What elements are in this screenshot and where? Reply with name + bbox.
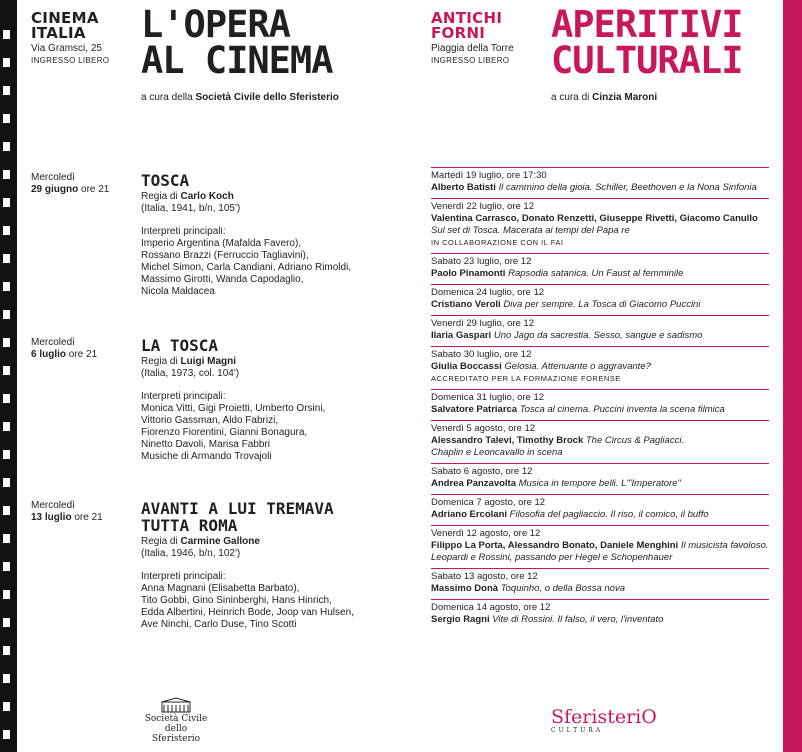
- talk-speaker: Alessandro Talevi, Timothy Brock: [431, 435, 584, 446]
- talk-entry: [431, 315, 769, 346]
- talk-entry: [431, 525, 769, 568]
- cast-line: Imperio Argentina (Mafalda Favero),: [141, 238, 302, 249]
- film-hole: [3, 58, 10, 67]
- talk-speaker: Alberto Batisti: [431, 182, 496, 193]
- talk-speaker: Massimo Donà: [431, 583, 499, 594]
- film-hole: [3, 366, 10, 375]
- cast-line: Musiche di Armando Trovajoli: [141, 451, 272, 462]
- curator-line-left: a cura della Società Civile dello Sferisterio: [141, 92, 339, 103]
- film-hole: [3, 86, 10, 95]
- talks-list: [431, 167, 769, 630]
- talk-line: [431, 509, 769, 521]
- talk-speaker: Andrea Panzavolta: [431, 478, 516, 489]
- talk-date: Domenica 31 luglio, ore 12: [431, 392, 545, 403]
- talk-date: Sabato 30 luglio, ore 12: [431, 349, 532, 360]
- talk-date: Venerdì 22 luglio, ore 12: [431, 201, 534, 212]
- venue-address: Via Gramsci, 25: [31, 43, 102, 54]
- film-info: (Italia, 1973, col. 104'): [141, 368, 240, 379]
- talk-title: Gelosia. Attenuante o aggravante?: [504, 361, 651, 372]
- talk-date: Sabato 6 agosto, ore 12: [431, 466, 533, 477]
- talk-entry: [431, 463, 769, 494]
- film-hole: [3, 282, 10, 291]
- talk-date: Venerdì 12 agosto, ore 12: [431, 528, 541, 539]
- talk-entry: [431, 198, 769, 253]
- curator-line-right: a cura di Cinzia Maroni: [551, 92, 658, 103]
- talk-speaker: Sergio Ragni: [431, 614, 490, 625]
- talk-title: Tosca al cinema. Puccini inventa la scena filmica: [519, 404, 725, 415]
- director-line: Regia di Carmine Gallone: [141, 536, 260, 547]
- talk-line: [431, 614, 769, 626]
- talk-speaker: Paolo Pinamonti: [431, 268, 506, 279]
- cast-line: Vittorio Gassman, Aldo Fabrizi,: [141, 415, 279, 426]
- talk-speaker: Adriano Ercolani: [431, 509, 508, 520]
- cast-line: Ninetto Davoli, Marisa Fabbri: [141, 439, 270, 450]
- film-info: (Italia, 1941, b/n, 105'): [141, 203, 241, 214]
- talk-date: Sabato 23 luglio, ore 12: [431, 256, 532, 267]
- film-detail: [141, 172, 381, 298]
- film-title: AVANTI A LUI TREMAVA TUTTA ROMA: [141, 499, 334, 535]
- talk-title: Rapsodia satanica. Un Faust al femminile: [508, 268, 684, 279]
- screening-date: Mercoledì 29 giugno ore 21: [31, 172, 110, 195]
- film-hole: [3, 394, 10, 403]
- talk-entry: [431, 389, 769, 420]
- cast-line: Anna Magnani (Elisabetta Barbato),: [141, 583, 300, 594]
- director-line: Regia di Luigi Magni: [141, 356, 237, 367]
- film-hole: [3, 310, 10, 319]
- cast-line: Rossano Brazzi (Ferruccio Tagliavini),: [141, 250, 309, 261]
- venue-cinema-italia: [31, 11, 109, 67]
- talk-entry: [431, 167, 769, 198]
- talk-speaker: Salvatore Patriarca: [431, 404, 518, 415]
- cast-line: Nicola Maldacea: [141, 286, 215, 297]
- talk-speaker: Cristiano Veroli: [431, 299, 501, 310]
- talk-entry: [431, 494, 769, 525]
- venue-name: CINEMA ITALIA: [31, 9, 99, 42]
- talk-title: Il cammino della gioia. Schiller, Beethoven e la Nona Sinfonia: [498, 182, 757, 193]
- talk-line: [431, 361, 769, 373]
- talk-date: Venerdì 29 luglio, ore 12: [431, 318, 534, 329]
- film-hole: [3, 674, 10, 683]
- talk-title-cont: Chaplin e Leoncavallo in scena: [431, 447, 563, 458]
- talk-note: IN COLLABORAZIONE CON IL FAI: [431, 238, 564, 247]
- film-title: TOSCA: [141, 171, 190, 190]
- logo-sferisterio-cultura: SferisteriO CULTURA: [551, 706, 657, 734]
- venue-entry: INGRESSO LIBERO: [431, 56, 510, 65]
- accent-bar: [783, 0, 802, 752]
- film-info: (Italia, 1946, b/n, 102'): [141, 548, 241, 559]
- film-detail: [141, 337, 381, 463]
- film-hole: [3, 562, 10, 571]
- logo-societa-civile: Società Civile dello Sferisterio: [140, 697, 212, 744]
- talk-speaker: Giulia Boccassi: [431, 361, 502, 372]
- cast-line: Tito Gobbi, Gino Sininberghi, Hans Hinrich,: [141, 595, 332, 606]
- talk-line: [431, 583, 769, 595]
- cast-line: Monica Vitti, Gigi Proietti, Umberto Orsini,: [141, 403, 326, 414]
- film-hole: [3, 338, 10, 347]
- talk-title: Sul set di Tosca. Macerata ai tempi del Papa re: [431, 225, 630, 236]
- talk-line: [431, 435, 769, 447]
- cast-line: Fiorenzo Fiorentini, Gianni Bonagura,: [141, 427, 308, 438]
- cast-line: Edda Albertini, Heinrich Bode, Joop van Hulsen,: [141, 607, 354, 618]
- film-title: LA TOSCA: [141, 336, 219, 355]
- talk-note: ACCREDITATO PER LA FORMAZIONE FORENSE: [431, 374, 621, 383]
- film-hole: [3, 450, 10, 459]
- cast-line: Ave Ninchi, Carlo Duse, Tino Scotti: [141, 619, 297, 630]
- talk-line: [431, 540, 769, 564]
- venue-address: Piaggia della Torre: [431, 43, 514, 54]
- film-hole: [3, 702, 10, 711]
- talk-line: [431, 478, 769, 490]
- talk-speaker: Ilaria Gaspari: [431, 330, 492, 341]
- venue-antichi-forni: [431, 11, 514, 67]
- talk-speaker: Valentina Carrasco, Donato Renzetti, Giuseppe Rivetti, Giacomo Canullo: [431, 213, 758, 224]
- talk-date: Sabato 13 agosto, ore 12: [431, 571, 538, 582]
- talk-line: [431, 268, 769, 280]
- film-hole: [3, 618, 10, 627]
- building-icon: [161, 697, 191, 713]
- talk-entry: [431, 599, 769, 630]
- talk-title: Diva per sempre. La Tosca di Giacomo Puccini: [503, 299, 701, 310]
- film-hole: [3, 422, 10, 431]
- screening-date: Mercoledì 13 luglio ore 21: [31, 500, 103, 523]
- screening-date: Mercoledì 6 luglio ore 21: [31, 337, 98, 360]
- talk-title: The Circus & Pagliacci.: [585, 435, 685, 446]
- talk-line: [431, 213, 769, 237]
- talk-date: Martedì 19 luglio, ore 17:30: [431, 170, 547, 181]
- talk-title: Vite di Rossini. Il falso, il vero, l'inventato: [492, 614, 664, 625]
- talk-entry: [431, 420, 769, 463]
- film-hole: [3, 30, 10, 39]
- cast-heading: Interpreti principali:: [141, 571, 226, 582]
- section-title-aperitivi: APERITIVI CULTURALI: [551, 3, 743, 82]
- film-hole: [3, 478, 10, 487]
- film-hole: [3, 254, 10, 263]
- film-hole: [3, 534, 10, 543]
- cast-line: Massimo Girotti, Wanda Capodaglio,: [141, 274, 304, 285]
- director-line: Regia di Carlo Koch: [141, 191, 234, 202]
- talk-date: Domenica 24 luglio, ore 12: [431, 287, 545, 298]
- film-hole: [3, 198, 10, 207]
- talk-entry: [431, 284, 769, 315]
- talk-date: Domenica 7 agosto, ore 12: [431, 497, 546, 508]
- talk-date: Venerdì 5 agosto, ore 12: [431, 423, 536, 434]
- talk-title: Il musicista favoloso. Leopardi e Rossini, passando per Hegel e Schopenhauer: [431, 540, 769, 563]
- talk-entry: [431, 346, 769, 389]
- talk-title: Filosofia del pagliaccio. Il riso, il comico, il buffo: [509, 509, 709, 520]
- film-hole: [3, 590, 10, 599]
- talk-speaker: Filippo La Porta, Alessandro Bonato, Daniele Menghini: [431, 540, 679, 551]
- talk-line: [431, 330, 769, 342]
- section-title-opera: L'OPERA AL CINEMA: [141, 3, 333, 82]
- talk-line: [431, 299, 769, 311]
- talk-date: Domenica 14 agosto, ore 12: [431, 602, 551, 613]
- film-hole: [3, 506, 10, 515]
- film-detail: [141, 500, 381, 631]
- film-hole: [3, 226, 10, 235]
- talk-entry: [431, 568, 769, 599]
- film-hole: [3, 142, 10, 151]
- venue-entry: INGRESSO LIBERO: [31, 56, 110, 65]
- talk-title: Toquinho, o della Bossa nova: [500, 583, 625, 594]
- talk-line: [431, 182, 769, 194]
- talk-entry: [431, 253, 769, 284]
- cast-heading: Interpreti principali:: [141, 226, 226, 237]
- talk-title: Uno Jago da sacrestia. Sesso, sangue e sadismo: [493, 330, 703, 341]
- cast-line: Michel Simon, Carla Candiani, Adriano Rimoldi,: [141, 262, 352, 273]
- venue-name: ANTICHI FORNI: [431, 9, 503, 42]
- film-hole: [3, 730, 10, 739]
- film-hole: [3, 114, 10, 123]
- talk-title: Musica in tempore belli. L'"Imperatore": [518, 478, 681, 489]
- cast-heading: Interpreti principali:: [141, 391, 226, 402]
- film-hole: [3, 646, 10, 655]
- film-strip-border: [0, 0, 17, 752]
- talk-line: [431, 404, 769, 416]
- film-hole: [3, 170, 10, 179]
